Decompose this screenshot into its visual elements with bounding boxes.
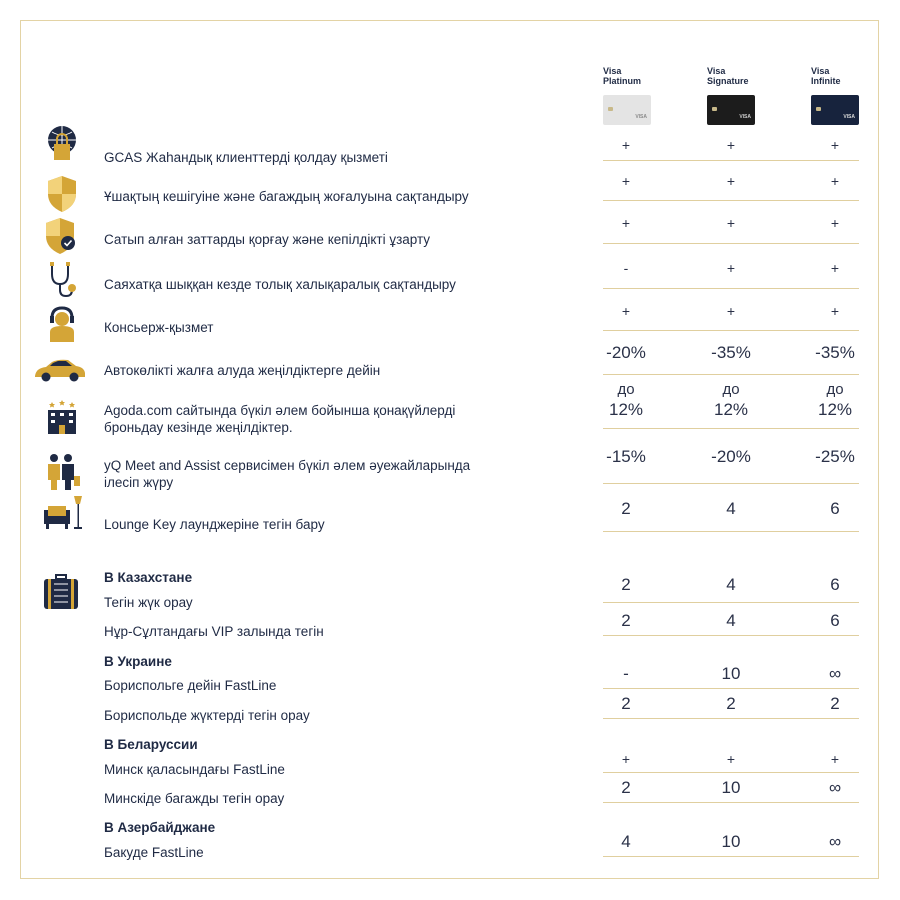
stethoscope-icon (40, 260, 84, 300)
feature-label: Автокөлікті жалға алуда жеңілдіктерге дейін (104, 363, 381, 378)
card-name-line2: Infinite (811, 76, 841, 86)
value-infinite: + (830, 137, 840, 153)
card-header-infinite (811, 66, 871, 86)
value-signature: 4 (726, 499, 736, 518)
card-name-line2: Platinum (603, 76, 642, 86)
feature-label: Lounge Key лаунджеріне тегін бару (104, 517, 325, 532)
value-signature: 4 (726, 575, 736, 594)
row-divider (603, 802, 859, 803)
card-name-line1: Visa (811, 66, 830, 76)
value-signature-prefix: до (722, 381, 740, 398)
row-divider (603, 688, 859, 689)
region-heading-ukraine: В Украине (104, 654, 172, 669)
value-platinum: + (621, 303, 631, 319)
value-signature: + (726, 260, 736, 276)
value-infinite: 6 (830, 499, 840, 518)
value-signature: 10 (721, 832, 741, 851)
shield-check-icon (40, 216, 84, 256)
value-platinum-prefix: до (617, 381, 635, 398)
value-platinum: 2 (621, 575, 631, 594)
value-platinum: + (621, 751, 631, 767)
value-infinite-prefix: до (826, 381, 844, 398)
row-divider (603, 718, 859, 719)
region-item-label: Бориспольге дейін FastLine (104, 678, 277, 693)
feature-label: Сатып алған заттарды қорғау және кепілдікті ұзарту (104, 232, 431, 247)
value-platinum: 2 (621, 499, 631, 518)
row-divider (603, 200, 859, 201)
value-signature: -20% (711, 447, 751, 466)
region-heading-belarus: В Беларуссии (104, 737, 198, 752)
shield-icon (40, 174, 84, 214)
value-infinite: -35% (815, 343, 855, 362)
globe-lock-icon (40, 124, 84, 164)
row-divider (603, 160, 859, 161)
feature-label: Саяхатқа шыққан кезде толық халықаралық сақтандыру (104, 277, 456, 292)
row-divider (603, 635, 859, 636)
region-item-label: Минскіде багажды тегін орау (104, 791, 285, 806)
region-heading-kazakhstan: В Казахстане (104, 570, 193, 585)
row-divider (603, 243, 859, 244)
value-platinum: - (623, 260, 629, 276)
value-platinum: 4 (621, 832, 631, 851)
row-divider (603, 374, 859, 375)
card-image-platinum: VISA (603, 95, 651, 125)
region-item-label: Бакуде FastLine (104, 845, 204, 860)
feature-label: Ұшақтың кешігуіне және багаждың жоғалуына сақтандыру (104, 189, 469, 204)
value-infinite: + (830, 215, 840, 231)
car-icon (32, 350, 88, 390)
value-platinum: 2 (621, 694, 631, 713)
value-platinum: - (623, 664, 629, 683)
row-divider (603, 772, 859, 773)
value-infinite: + (830, 303, 840, 319)
value-signature: 4 (726, 611, 736, 630)
region-item-label: Минск қаласындағы FastLine (104, 762, 285, 777)
value-infinite: + (830, 173, 840, 189)
feature-label: yQ Meet and Assist сервисімен бүкіл әлем әуежайларында ілесіп жүру (104, 458, 471, 490)
row-divider (603, 288, 859, 289)
value-platinum: + (621, 173, 631, 189)
card-header-platinum (603, 66, 663, 86)
feature-label: Agoda.com сайтында бүкіл әлем бойынша қонақүйлерді броньдау кезінде жеңілдіктер. (104, 403, 456, 435)
row-divider (603, 531, 859, 532)
row-divider (603, 856, 859, 857)
value-signature: + (726, 751, 736, 767)
region-item-label: Бориспольде жүктерді тегін орау (104, 708, 310, 723)
value-infinite: ∞ (828, 832, 842, 851)
meet-assist-icon (40, 452, 84, 492)
row-divider (603, 428, 859, 429)
concierge-icon (40, 304, 84, 344)
value-platinum: + (621, 215, 631, 231)
value-signature: 2 (726, 694, 736, 713)
value-infinite: + (830, 751, 840, 767)
region-item-label: Тегін жүк орау (104, 595, 193, 610)
card-name-line1: Visa (603, 66, 622, 76)
value-infinite: 6 (830, 611, 840, 630)
value-signature: + (726, 137, 736, 153)
value-infinite: 2 (830, 694, 840, 713)
row-divider (603, 330, 859, 331)
card-name-line1: Visa (707, 66, 726, 76)
value-platinum: 12% (608, 400, 644, 419)
value-infinite: 6 (830, 575, 840, 594)
card-header-signature (707, 66, 767, 86)
feature-label: Консьерж-қызмет (104, 320, 214, 335)
value-infinite: + (830, 260, 840, 276)
value-infinite: ∞ (828, 778, 842, 797)
value-platinum: + (621, 137, 631, 153)
card-image-signature: VISA (707, 95, 755, 125)
row-divider (603, 602, 859, 603)
value-signature: + (726, 173, 736, 189)
value-infinite: ∞ (828, 664, 842, 683)
value-platinum: -15% (606, 447, 646, 466)
value-platinum: 2 (621, 778, 631, 797)
value-signature: 12% (713, 400, 749, 419)
hotel-icon (40, 398, 84, 438)
card-name-line2: Signature (707, 76, 749, 86)
value-platinum: -20% (606, 343, 646, 362)
value-infinite: 12% (817, 400, 853, 419)
value-signature: 10 (721, 664, 741, 683)
lounge-icon (40, 492, 84, 532)
row-divider (603, 483, 859, 484)
value-signature: -35% (711, 343, 751, 362)
feature-label: GCAS Жаһандық клиенттерді қолдау қызметі (104, 150, 388, 165)
card-image-infinite: VISA (811, 95, 859, 125)
region-heading-azerbaijan: В Азербайджане (104, 820, 216, 835)
region-item-label: Нұр-Сұлтандағы VIP залында тегін (104, 624, 324, 639)
value-infinite: -25% (815, 447, 855, 466)
luggage-wrap-icon (40, 574, 84, 614)
value-platinum: 2 (621, 611, 631, 630)
value-signature: + (726, 303, 736, 319)
value-signature: 10 (721, 778, 741, 797)
value-signature: + (726, 215, 736, 231)
